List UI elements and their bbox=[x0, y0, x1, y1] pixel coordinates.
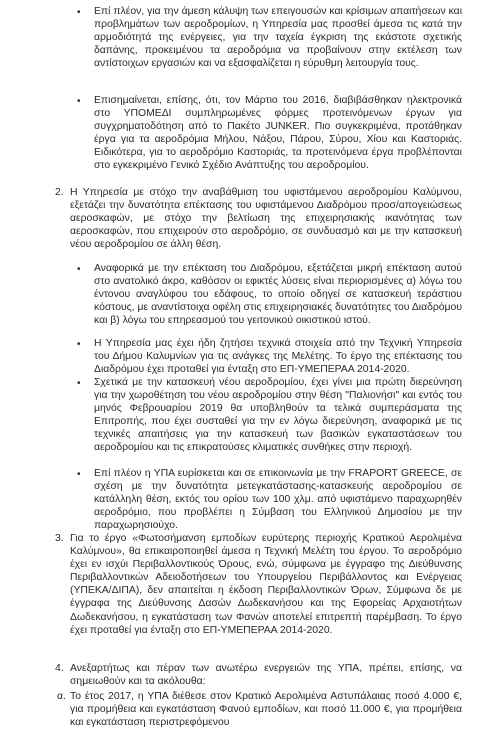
item-number: 2. bbox=[55, 187, 64, 198]
paragraph-runway-extension: Αναφορικά με την επέκταση του Διαδρόμου, εξετάζεται μικρή επέκταση αυτού στο ανατολικό άκρο, καθόσον οι εφικτές λύσεις είναι περιορισμένες α) λόγω του έντονου αναγλύφου του εδάφους, το οποίο οδηγεί σε κατασκευή τεράστιου κόστους, με αναντίστοιχα οφέλη στις επιχειρησιακές δυνατότητες του Διαδρόμου και β) λόγω του επηρεασμού του γειτονικού οικιστικού ιστού. bbox=[94, 263, 462, 327]
paragraph-additional-notes: Ανεξαρτήτως και πέραν των ανωτέρω ενεργειών της ΥΠΑ, πρέπει, επίσης, να σημειωθούν και τα ακόλουθα: bbox=[70, 663, 462, 688]
paragraph-new-airport: Σχετικά με την κατασκευή νέου αεροδρομίου, έχει γίνει μια πρώτη διερεύνηση για την χωροθέτηση του νέου αεροδρομίου στην θέση "Παλιονήσι" και εντός του μηνός Φεβρουαρίου 2019 θα υποβληθούν τα τελικά συμπεράσματα της Επιτροπής, που έχει συσταθεί για την εν λόγω διερεύνηση, αναφορικά με τις τεχνικές απαιτήσεις για την κατασκευή των βασικών εγκαταστάσεων του αεροδρομίου και τις επικρατούσες κλιματικές συνθήκες στην περιοχή. bbox=[94, 377, 462, 454]
paragraph-junker: Επισημαίνεται, επίσης, ότι, τον Μάρτιο του 2016, διαβιβάσθηκαν ηλεκτρονικά στο ΥΠΟΜΕΔΙ συμπληρωμένες φόρμες προτεινόμενων έργων για συγχρηματοδότηση από το Πακέτο JUNKER. Πιο συγκεκριμένα, προτάθηκαν έργα για τα αεροδρόμια Μήλου, Νάξου, Πάρου, Σύρου, Χίου και Καστοριάς. Ειδικότερα, για το αεροδρόμιο Καστοριάς, τα προτεινόμενα έργα προβλέπονται στο εγκεκριμένο Γενικό Σχέδιο Ανάπτυξης του αεροδρομίου. bbox=[94, 95, 462, 172]
paragraph-technical-data: Η Υπηρεσία μας έχει ήδη ζητήσει τεχνικά στοιχεία από την Τεχνική Υπηρεσία του Δήμου Καλυμνίων για τις ανάγκες της Μελέτης. Το έργο της επέκτασης του Διαδρόμου έχει προταθεί για ένταξη στο ΕΠ-ΥΜΕΠΕΡΑΑ 2014-2020. bbox=[94, 338, 462, 376]
subitem-label: α. bbox=[57, 691, 66, 702]
bullet-icon: • bbox=[77, 7, 81, 18]
bullet-icon: • bbox=[77, 264, 81, 275]
paragraph-astypalaia: Το έτος 2017, η ΥΠΑ διέθεσε στον Κρατικό Αερολιμένα Αστυπάλαιας ποσό 4.000 €, για προμήθεια και εγκατάσταση Φανού εμποδίων, και ποσό 11.000 €, για προμήθεια και εγκατάσταση περιστρεφόμενου bbox=[70, 691, 462, 729]
paragraph-fraport: Επί πλέον η ΥΠΑ ευρίσκεται και σε επικοινωνία με την FRAPORT GREECE, σε σχέση με την δυνατότητα μετεγκατάστασης-κατασκευής αεροδρομίου σε κατάλληλη θέση, εκτός του ορίου των 100 χλμ. από υφιστάμενο παραχωρηθέν αεροδρόμιο, που προβλέπει η Σύμβαση του Ελληνικού Δημοσίου με την παραχωρησιούχο. bbox=[94, 468, 462, 532]
item-number: 4. bbox=[55, 663, 64, 674]
paragraph-kalymnos-intro: Η Υπηρεσία με στόχο την αναβάθμιση του υφιστάμενου αεροδρομίου Καλύμνου, εξετάζει την δυνατότητα επέκτασης του υφιστάμενου Διαδρόμου προσ/απογειώσεως αεροσκαφών, με στόχο την βελτίωση της επιχειρησιακής ικανότητας των αεροσκαφών, που επιχειρούν στο αεροδρόμιο, σε συνδυασμό και με την κατασκευή νέου αεροδρομίου σε άλλη θέση. bbox=[70, 187, 462, 251]
bullet-icon: • bbox=[77, 339, 81, 350]
item-number: 3. bbox=[55, 533, 64, 544]
bullet-icon: • bbox=[77, 469, 81, 480]
paragraph-funding-urgent: Επί πλέον, για την άμεση κάλυψη των επειγουσών και κρίσιμων απαιτήσεων και προβλημάτων των αεροδρομίων, η Υπηρεσία μας προσθεί άμεσα τις κατά την αρμοδιότητά της ενέργειες, για την ταχεία έγκριση της εκάστοτε σχετικής δαπάνης, προκειμένου τα αεροδρόμια να προβαίνουν στην εκτέλεση των αντίστοιχων εργασιών και να εξασφαλίζεται η εύρυθμη λειτουργία τους. bbox=[94, 6, 462, 70]
bullet-icon: • bbox=[77, 378, 81, 389]
paragraph-obstacle-lighting: Για το έργο «Φωτοσήμανση εμποδίων ευρύτερης περιοχής Κρατικού Αερολιμένα Καλύμνου», θα επικαιροποιηθεί άμεσα η Τεχνική Μελέτη του έργου. Το αεροδρόμιο έχει εν ισχύι Περιβαλλοντικούς Όρους, ενώ, σύμφωνα με έγγραφο της Διεύθυνσης Περιβαλλοντικών Αδειοδοτήσεων του Υπουργείου Περιβάλλοντος και Ενέργειας (ΥΠΕΚΑ/ΔΙΠΑ), δεν απαιτείται η έκδοση Περιβαλλοντικών Όρων, Σύμφωνα δε με έγγραφα της Διεύθυνσης Δασών Δωδεκανήσου και της Εφορείας Αρχαιοτήτων Δωδεκανήσου, η εγκατάσταση των Φανών αποτελεί επιτρεπτή παρέμβαση. Το έργο έχει προταθεί για ένταξη στο ΕΠ-ΥΜΕΠΕΡΑΑ 2014-2020. bbox=[70, 533, 462, 636]
bullet-icon: • bbox=[77, 96, 81, 107]
